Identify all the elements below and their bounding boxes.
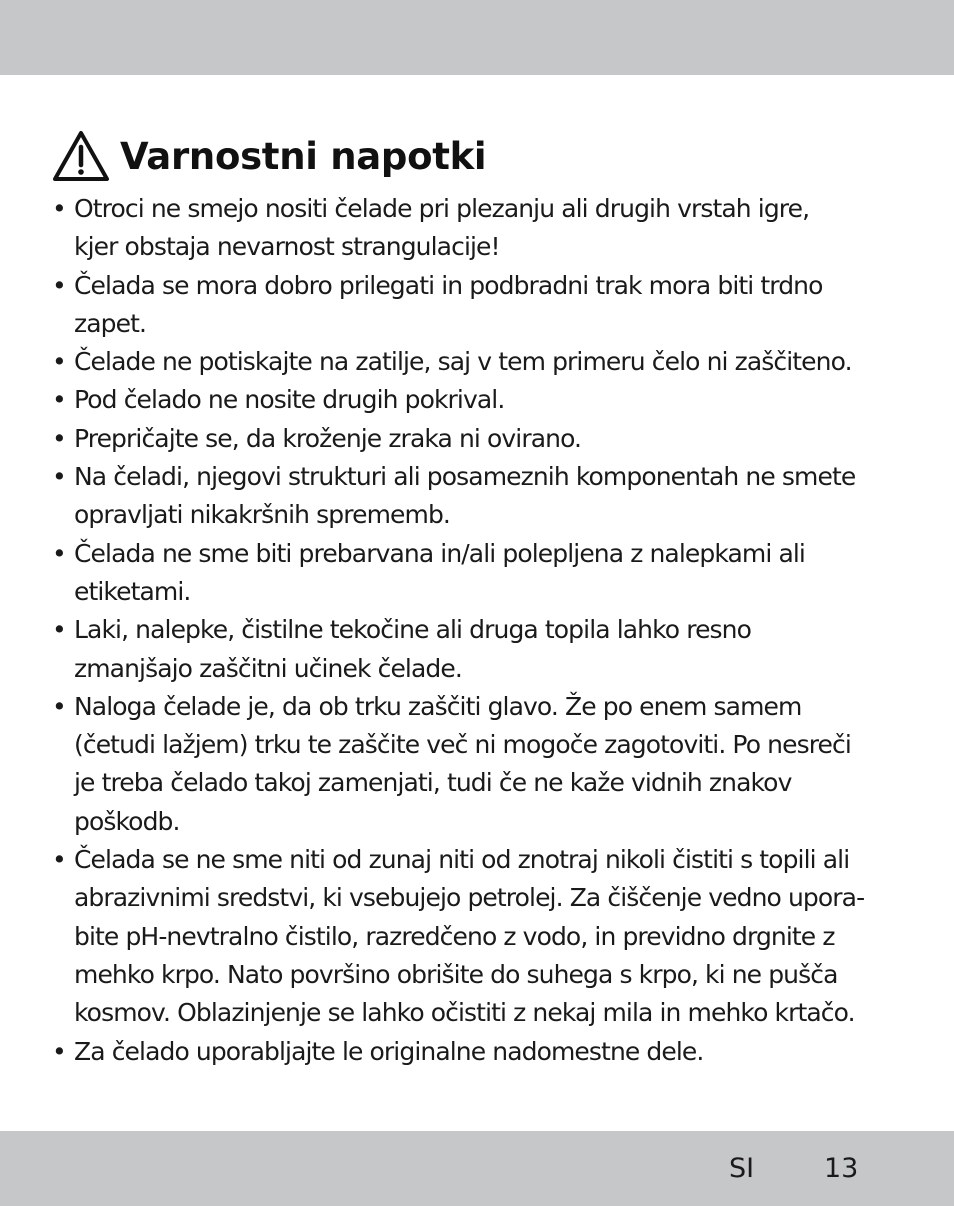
list-item-text: Čelada ne sme biti prebarvana in/ali polepljena z nalepkami ali etiketami. bbox=[74, 538, 805, 606]
bullet: • bbox=[52, 691, 66, 721]
page-number: 13 bbox=[824, 1153, 859, 1184]
top-band bbox=[0, 0, 954, 75]
bullet: • bbox=[52, 385, 66, 415]
bottom-band bbox=[0, 1131, 954, 1206]
list-item bbox=[52, 688, 912, 841]
list-item-text: Prepričajte se, da kroženje zraka ni ovirano. bbox=[74, 423, 582, 453]
list-item bbox=[52, 535, 912, 612]
bullet: • bbox=[52, 538, 66, 568]
list-item bbox=[52, 267, 912, 344]
warning-triangle-icon bbox=[52, 130, 110, 182]
bullet: • bbox=[52, 1036, 66, 1066]
page-title: Varnostni napotki bbox=[120, 134, 487, 178]
list-item-text: Otroci ne smejo nositi čelade pri plezanju ali drugih vrstah igre, kjer obstaja nevarnost strangulacije! bbox=[74, 194, 810, 262]
bullet: • bbox=[52, 194, 66, 223]
bullet: • bbox=[52, 270, 66, 300]
list-item bbox=[52, 420, 912, 458]
list-item bbox=[52, 343, 912, 381]
list-item-text: Čelada se ne sme niti od zunaj niti od znotraj nikoli čistiti s topili ali abrazivnimi sredstvi, ki vsebujejo petrolej. Za čiščenje vedno upora- bite pH-nevtralno čistilo, razredčeno z vodo, in previdno drgnite z mehko krpo. Nato površino obrišite do suhega s krpo, ki ne pušča kosmov. Oblazinjenje se lahko očistiti z nekaj mila in mehko krtačo. bbox=[74, 845, 865, 1028]
safety-list bbox=[52, 190, 912, 1071]
bullet: • bbox=[52, 615, 66, 645]
list-item bbox=[52, 381, 912, 419]
bullet: • bbox=[52, 462, 66, 492]
list-item bbox=[52, 841, 912, 1032]
bullet: • bbox=[52, 423, 66, 453]
list-item-text: Za čelado uporabljajte le originalne nadomestne dele. bbox=[74, 1036, 704, 1066]
list-item-text: Čelada se mora dobro prilegati in podbradni trak mora biti trdno zapet. bbox=[74, 270, 823, 338]
list-item-text: Na čeladi, njegovi strukturi ali posameznih komponentah ne smete opravljati nikakršnih sprememb. bbox=[74, 462, 856, 530]
language-code: SI bbox=[729, 1153, 755, 1184]
list-item-text: Naloga čelade je, da ob trku zaščiti glavo. Že po enem samem (četudi lažjem) trku te zaščite več ni mogoče zagotoviti. Po nesreči je treba čelado takoj zamenjati, tudi če ne kaže vidnih znakov poškodb. bbox=[74, 691, 851, 836]
list-item-text: Čelade ne potiskajte na zatilje, saj v tem primeru čelo ni zaščiteno. bbox=[74, 347, 852, 377]
bullet: • bbox=[52, 347, 66, 377]
list-item bbox=[52, 1033, 912, 1071]
list-item bbox=[52, 458, 912, 535]
list-item bbox=[52, 611, 912, 688]
bullet: • bbox=[52, 845, 66, 875]
section-heading bbox=[52, 128, 486, 184]
list-item bbox=[52, 190, 912, 267]
list-item-text: Laki, nalepke, čistilne tekočine ali druga topila lahko resno zmanjšajo zaščitni učinek čelade. bbox=[74, 615, 752, 683]
list-item-text: Pod čelado ne nosite drugih pokrival. bbox=[74, 385, 505, 415]
